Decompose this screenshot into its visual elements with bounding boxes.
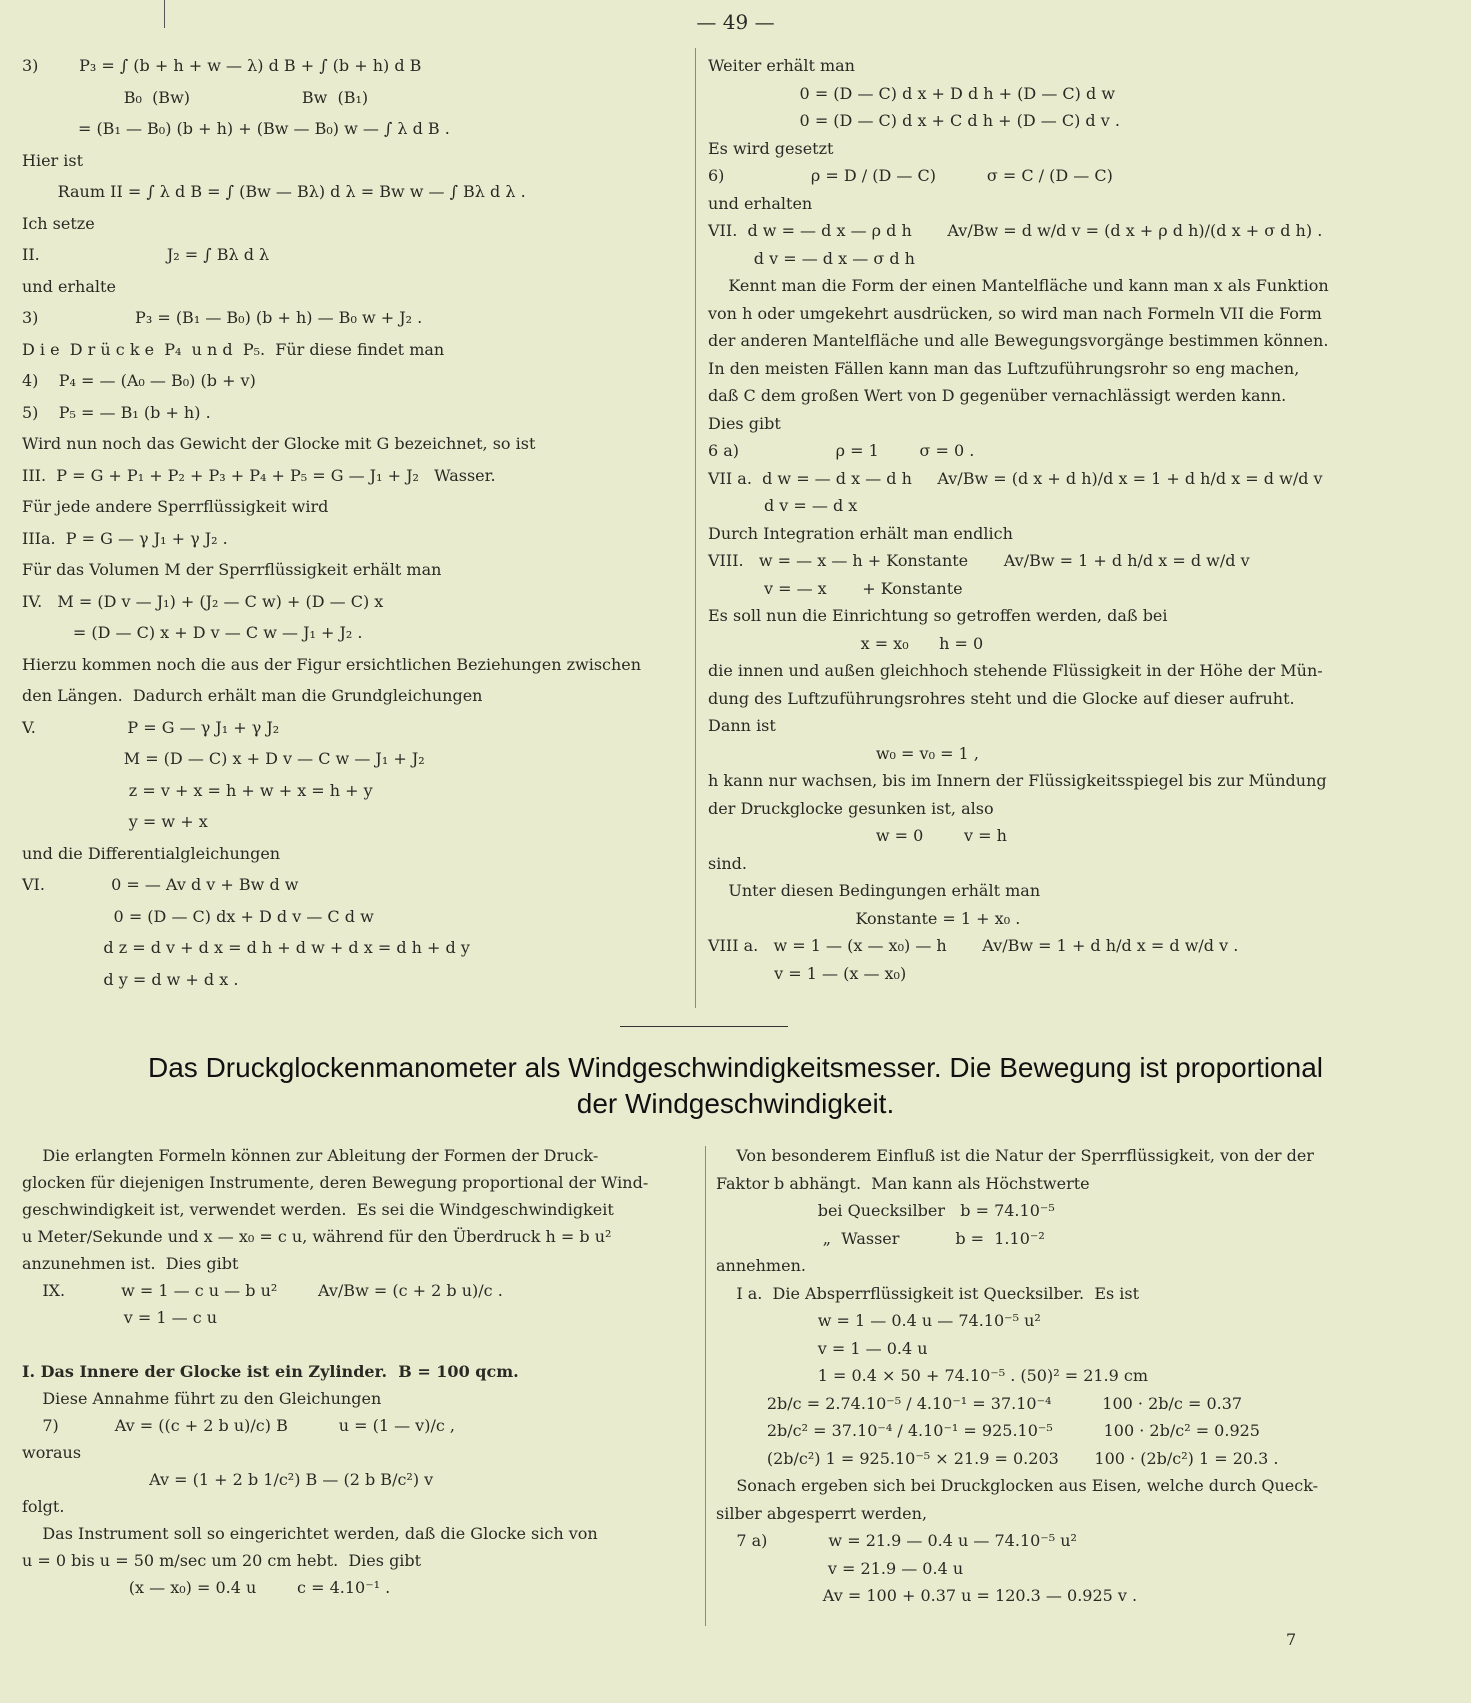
text-line: Für jede andere Sperrflüssigkeit wird — [22, 497, 329, 516]
text-line: Faktor b abhängt. Man kann als Höchstwerte — [716, 1173, 1090, 1193]
text-line: z = v + x = h + w + x = h + y — [22, 780, 373, 800]
text-line: w = 1 — 0.4 u — 74.10⁻⁵ u² — [716, 1311, 1041, 1330]
text-line: annehmen. — [716, 1256, 806, 1275]
text-line: d v = — d x — σ d h — [708, 248, 915, 268]
text-line: IX. w = 1 — c u — b u² Av/Bw = (c + 2 b u)/c . — [22, 1281, 503, 1300]
text-line: VIII a. w = 1 — (x — x₀) — h Av/Bw = 1 + d h/d x = d w/d v . — [708, 936, 1239, 955]
section-rule — [620, 1026, 788, 1027]
text-line: von h oder umgekehrt ausdrücken, so wird man nach Formeln VII die Form — [708, 303, 1322, 323]
text-line: Ich setze — [22, 213, 95, 233]
text-line: = (B₁ — B₀) (b + h) + (Bw — B₀) w — ∫ λ d B . — [22, 119, 450, 138]
text-line: woraus — [22, 1443, 82, 1462]
text-line: 7 a) w = 21.9 — 0.4 u — 74.10⁻⁵ u² — [716, 1531, 1077, 1550]
text-line: y = w + x — [22, 812, 208, 831]
text-line: daß C dem großen Wert von D gegenüber vernachlässigt werden kann. — [708, 386, 1287, 405]
left-column-bottom — [22, 1146, 702, 1646]
text-line: w₀ = v₀ = 1 , — [708, 743, 979, 763]
text-line: 6) ρ = D / (D — C) σ = C / (D — C) — [708, 166, 1113, 185]
text-line: VI. 0 = — Av d v + Bw d w — [22, 875, 299, 894]
text-line: V. P = G — γ J₁ + γ J₂ — [22, 717, 280, 737]
text-line: Durch Integration erhält man endlich — [708, 523, 1013, 543]
text-line: I. Das Innere der Glocke ist ein Zylinder. B = 100 qcm. — [22, 1362, 519, 1381]
text-line: VII. d w = — d x — ρ d h Av/Bw = d w/d v = (d x + ρ d h)/(d x + σ d h) . — [708, 221, 1323, 240]
text-line: geschwindigkeit ist, verwendet werden. Es sei die Windgeschwindigkeit — [22, 1200, 614, 1219]
text-line: 3) P₃ = ∫ (b + h + w — λ) d B + ∫ (b + h) d B — [22, 56, 422, 75]
text-line: I a. Die Absperrflüssigkeit ist Quecksilber. Es ist — [716, 1283, 1140, 1303]
text-line: der anderen Mantelfläche und alle Bewegungsvorgänge bestimmen können. — [708, 331, 1329, 350]
section-heading — [0, 1050, 1471, 1122]
left-column-top — [22, 56, 687, 1016]
text-line: 0 = (D — C) d x + D d h + (D — C) d w — [708, 83, 1116, 103]
signature-mark: 7 — [1286, 1630, 1297, 1649]
text-line: den Längen. Dadurch erhält man die Grundgleichungen — [22, 686, 483, 705]
text-line: Es soll nun die Einrichtung so getroffen werden, daß bei — [708, 606, 1168, 625]
text-line: anzunehmen ist. Dies gibt — [22, 1254, 239, 1273]
text-line: die innen und außen gleichhoch stehende Flüssigkeit in der Höhe der Mün- — [708, 661, 1323, 680]
text-line: bei Quecksilber b = 74.10⁻⁵ — [716, 1201, 1055, 1220]
text-line: 1 = 0.4 × 50 + 74.10⁻⁵ . (50)² = 21.9 cm — [716, 1366, 1149, 1385]
text-line: (2b/c²) 1 = 925.10⁻⁵ × 21.9 = 0.203 100 · (2b/c²) 1 = 20.3 . — [716, 1448, 1279, 1468]
text-line: 5) P₅ = — B₁ (b + h) . — [22, 402, 211, 422]
text-line: Hierzu kommen noch die aus der Figur ersichtlichen Beziehungen zwischen — [22, 654, 642, 674]
text-line: 7) Av = ((c + 2 b u)/c) B u = (1 — v)/c , — [22, 1416, 455, 1435]
text-line: VII a. d w = — d x — d h Av/Bw = (d x + d h)/d x = 1 + d h/d x = d w/d v — [708, 468, 1323, 488]
text-line: v = 1 — (x — x₀) — [708, 963, 907, 983]
text-line: Av = (1 + 2 b 1/c²) B — (2 b B/c²) v — [22, 1470, 434, 1489]
text-line: In den meisten Fällen kann man das Luftzuführungsrohr so eng machen, — [708, 358, 1300, 378]
text-line: M = (D — C) x + D v — C w — J₁ + J₂ — [22, 749, 425, 768]
text-line: IV. M = (D v — J₁) + (J₂ — C w) + (D — C) x — [22, 591, 384, 611]
text-line: Das Instrument soll so eingerichtet werden, daß die Glocke sich von — [22, 1524, 598, 1543]
text-line: Kennt man die Form der einen Mantelfläche und kann man x als Funktion — [708, 276, 1329, 295]
text-line: Weiter erhält man — [708, 56, 855, 75]
text-line: v = 21.9 — 0.4 u — [716, 1558, 964, 1578]
text-line: h kann nur wachsen, bis im Innern der Flüssigkeitsspiegel bis zur Mündung — [708, 771, 1327, 790]
text-line: Raum II = ∫ λ d B = ∫ (Bw — Bλ) d λ = Bw w — ∫ Bλ d λ . — [22, 182, 526, 201]
text-line: dung des Luftzuführungsrohres steht und die Glocke auf dieser aufruht. — [708, 688, 1295, 708]
text-line: und die Differentialgleichungen — [22, 843, 281, 863]
right-column-top — [708, 56, 1408, 1016]
text-line: u Meter/Sekunde und x — x₀ = c u, während für den Überdruck h = b u² — [22, 1227, 612, 1246]
text-line: = (D — C) x + D v — C w — J₁ + J₂ . — [22, 623, 363, 642]
text-line: VIII. w = — x — h + Konstante Av/Bw = 1 + d h/d x = d w/d v — [708, 551, 1250, 570]
text-line: Dann ist — [708, 716, 776, 735]
text-line: 0 = (D — C) dx + D d v — C d w — [22, 906, 374, 926]
text-line: 6 a) ρ = 1 σ = 0 . — [708, 441, 975, 460]
text-line: v = 1 — c u — [22, 1308, 218, 1327]
text-line: u = 0 bis u = 50 m/sec um 20 cm hebt. Dies gibt — [22, 1551, 422, 1570]
heading-line-1: Das Druckglockenmanometer als Windgeschwindigkeitsmesser. Die Bewegung ist proportional — [148, 1052, 1323, 1083]
text-line: 2b/c² = 37.10⁻⁴ / 4.10⁻¹ = 925.10⁻⁵ 100 · 2b/c² = 0.925 — [716, 1421, 1260, 1440]
text-line: Dies gibt — [708, 413, 781, 433]
text-line: d v = — d x — [708, 496, 858, 515]
column-divider-bottom — [705, 1146, 706, 1626]
text-line: 0 = (D — C) d x + C d h + (D — C) d v . — [708, 111, 1120, 130]
text-line: glocken für diejenigen Instrumente, deren Bewegung proportional der Wind- — [22, 1173, 649, 1192]
text-line: 2b/c = 2.74.10⁻⁵ / 4.10⁻¹ = 37.10⁻⁴ 100 · 2b/c = 0.37 — [716, 1393, 1243, 1413]
text-line: Unter diesen Bedingungen erhält man — [708, 881, 1041, 900]
text-line: Es wird gesetzt — [708, 138, 834, 158]
column-divider-top — [695, 48, 696, 1008]
text-line: w = 0 v = h — [708, 826, 1007, 845]
text-line: II. J₂ = ∫ Bλ d λ — [22, 245, 270, 264]
text-line: sind. — [708, 853, 747, 873]
text-line: Von besonderem Einfluß ist die Natur der Sperrflüssigkeit, von der der — [716, 1146, 1314, 1165]
text-line: d z = d v + d x = d h + d w + d x = d h + d y — [22, 938, 470, 957]
text-line: d y = d w + d x . — [22, 969, 239, 989]
text-line: D i e D r ü c k e P₄ u n d P₅. Für diese findet man — [22, 339, 445, 359]
text-line: Sonach ergeben sich bei Druckglocken aus Eisen, welche durch Queck- — [716, 1476, 1319, 1495]
text-line: und erhalte — [22, 276, 116, 296]
text-line: 3) P₃ = (B₁ — B₀) (b + h) — B₀ w + J₂ . — [22, 308, 423, 327]
text-line: Konstante = 1 + x₀ . — [708, 908, 1021, 928]
text-line: Die erlangten Formeln können zur Ableitung der Formen der Druck- — [22, 1146, 599, 1165]
text-line: IIIa. P = G — γ J₁ + γ J₂ . — [22, 528, 228, 548]
text-line: und erhalten — [708, 193, 813, 213]
text-line: folgt. — [22, 1497, 65, 1516]
text-line: der Druckglocke gesunken ist, also — [708, 798, 994, 818]
text-line: Für das Volumen M der Sperrflüssigkeit erhält man — [22, 560, 442, 579]
text-line: Diese Annahme führt zu den Gleichungen — [22, 1389, 382, 1408]
text-line: B₀ (Bw) Bw (B₁) — [22, 87, 369, 107]
text-line: x = x₀ h = 0 — [708, 633, 984, 653]
text-line: III. P = G + P₁ + P₂ + P₃ + P₄ + P₅ = G — J₁ + J₂ Wasser. — [22, 465, 496, 485]
heading-line-2: der Windgeschwindigkeit. — [576, 1088, 895, 1119]
text-line: Wird nun noch das Gewicht der Glocke mit G bezeichnet, so ist — [22, 434, 536, 453]
text-line: (x — x₀) = 0.4 u c = 4.10⁻¹ . — [22, 1578, 391, 1597]
text-line: 4) P₄ = — (A₀ — B₀) (b + v) — [22, 371, 256, 390]
text-line: silber abgesperrt werden, — [716, 1503, 928, 1523]
right-column-bottom — [716, 1146, 1416, 1646]
text-line: Av = 100 + 0.37 u = 120.3 — 0.925 v . — [716, 1586, 1138, 1605]
text-line: v = 1 — 0.4 u — [716, 1338, 928, 1358]
text-line: Hier ist — [22, 150, 84, 170]
text-line: „ Wasser b = 1.10⁻² — [716, 1228, 1045, 1248]
page-number: — 49 — — [696, 10, 775, 34]
text-line: v = — x + Konstante — [708, 578, 963, 598]
